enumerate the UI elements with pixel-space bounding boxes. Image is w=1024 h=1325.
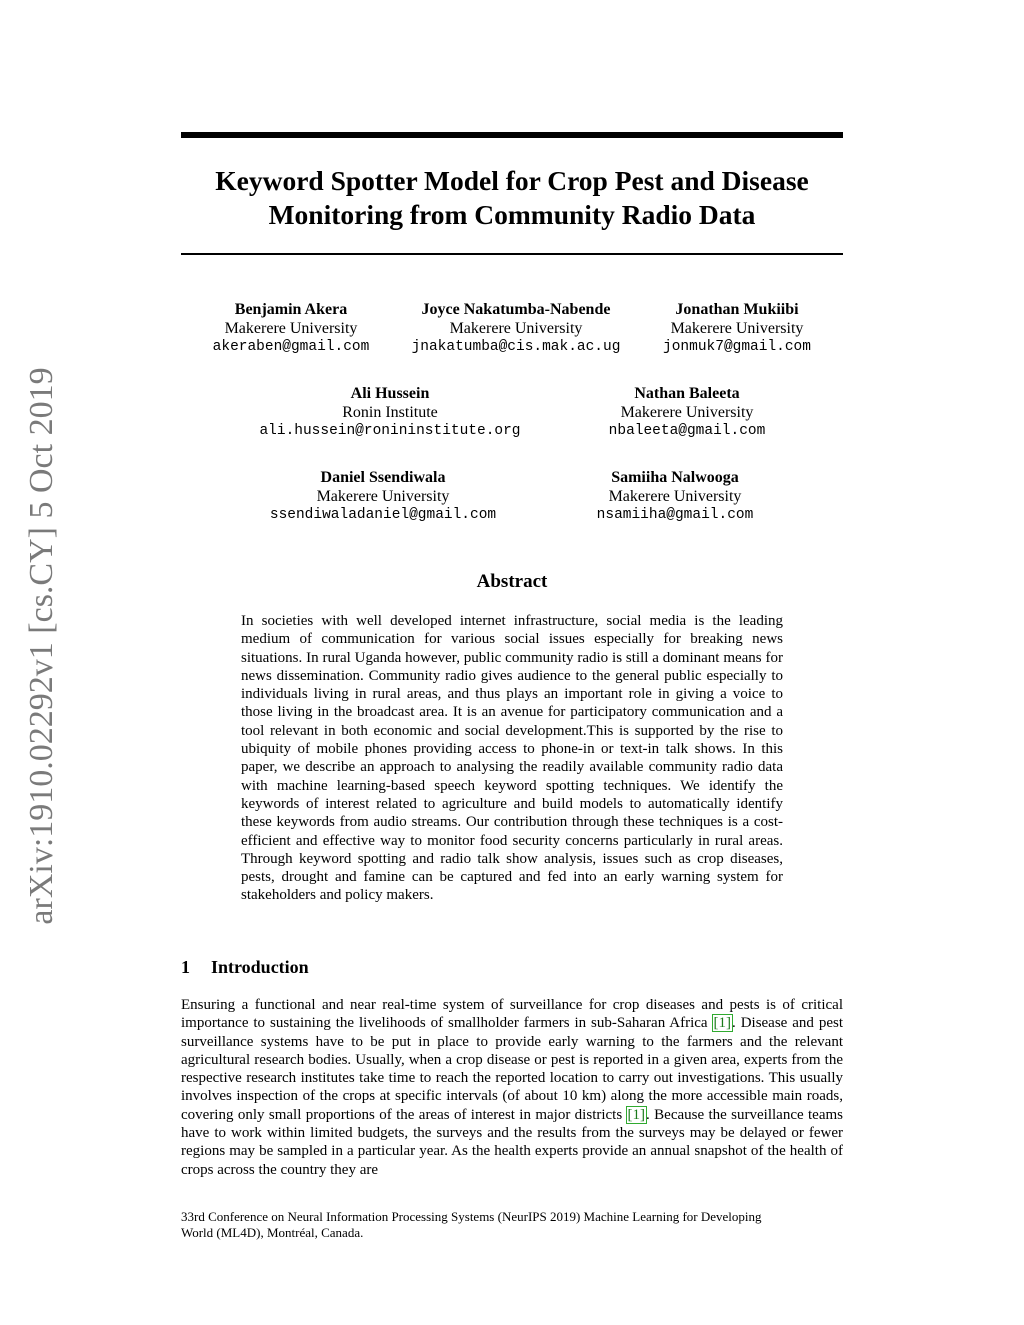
citation-link[interactable]: [1] [713, 1015, 732, 1032]
bottom-rule [181, 253, 843, 255]
abstract-text: In societies with well developed internet infrastructure, social media is the leading medium of communication for various social issues especially for breaking news situations. In rural Uganda however, public community radio is still a dominant means for news dissemination. Community radio gives audience to the general public especially to individuals living in rural areas, and thus plays an important role in giving a voice to those living in the broadcast area. It is an avenue for participatory communication and a tool relevant in both economic and social development.This is supported by the rise to ubiquity of mobile phones providing access to phone-in or text-in talk shows. In this paper, we describe an approach to analysing the readily available community radio data with machine learning-based speech keyword spotting techniques. We identify the keywords of interest related to agriculture and build models to automatically identify these keywords from audio streams. Our contribution through these techniques is a cost-efficient and effective way to monitor food security concerns particularly in rural areas. Through keyword spotting and radio talk show analysis, issues such as crop diseases, pests, drought and famine can be captured and fed into an early warning system for stakeholders and policy makers. [241, 613, 783, 904]
section-title: Introduction [211, 957, 309, 977]
author-affiliation: Makerere University [224, 319, 358, 337]
author-block [637, 301, 837, 357]
author-name: Ali Hussein [350, 385, 430, 402]
author-affiliation: Makerere University [316, 487, 450, 505]
arxiv-stamp: arXiv:1910.02292v1 [cs.CY] 5 Oct 2019 [23, 367, 60, 925]
footnote [181, 1209, 843, 1241]
author-name: Daniel Ssendiwala [320, 469, 446, 486]
paper-title [181, 164, 843, 232]
intro-text-3: . Because the surveillance teams have to work within limited budgets, the surveys and the results from the surveys may be delayed or fewer regions may be sampled in a particular year. As the health experts provide an annual snapshot of the health of crops across the country they are [181, 1106, 843, 1178]
author-affiliation: Makerere University [449, 319, 583, 337]
author-block [240, 385, 540, 441]
author-block [248, 469, 518, 525]
author-affiliation: Makerere University [608, 487, 742, 505]
author-block [575, 469, 775, 525]
author-affiliation: Makerere University [670, 319, 804, 337]
section-heading-introduction [181, 956, 309, 978]
author-name: Nathan Baleeta [634, 385, 740, 402]
author-email[interactable]: nsamiiha@gmail.com [596, 507, 754, 523]
author-email[interactable]: nbaleeta@gmail.com [608, 423, 766, 439]
title-line-2: Monitoring from Community Radio Data [268, 199, 756, 230]
author-email[interactable]: jnakatumba@cis.mak.ac.ug [411, 339, 621, 355]
top-rule [181, 132, 843, 138]
author-name: Jonathan Mukiibi [675, 301, 799, 318]
author-email[interactable]: ssendiwaladaniel@gmail.com [269, 507, 497, 523]
author-email[interactable]: jonmuk7@gmail.com [663, 339, 811, 355]
author-name: Joyce Nakatumba-Nabende [421, 301, 611, 318]
author-block [191, 301, 391, 357]
author-block [587, 385, 787, 441]
author-block [396, 301, 636, 357]
footnote-line-2: World (ML4D), Montréal, Canada. [181, 1225, 364, 1240]
author-affiliation: Ronin Institute [342, 403, 438, 421]
intro-text-2: . Disease and pest surveillance systems have to be put in place to provide early warning to the farmers and the relevant agricultural research bodies. Usually, when a crop disease or pest is reported in a given area, experts from the respective research institutes take time to reach the reported location to carry out investigations. This usually involves inspection of the crops at specific intervals (of about 10 km) along the more accessible main roads, covering only small proportions of the areas of interest in major districts [181, 1015, 843, 1123]
introduction-paragraph [181, 996, 843, 1179]
citation-link[interactable]: [1] [627, 1106, 646, 1123]
author-affiliation: Makerere University [620, 403, 754, 421]
author-email[interactable]: ali.hussein@ronininstitute.org [259, 423, 521, 439]
section-number: 1 [181, 957, 190, 977]
abstract-heading: Abstract [476, 571, 548, 592]
intro-text-1: Ensuring a functional and near real-time system of surveillance for crop diseases and pests is of critical importance to sustaining the livelihoods of smallholder farmers in sub-Saharan Africa [181, 997, 843, 1032]
author-name: Benjamin Akera [234, 301, 348, 318]
title-line-1: Keyword Spotter Model for Crop Pest and Disease [215, 165, 809, 196]
footnote-line-1: 33rd Conference on Neural Information Processing Systems (NeurIPS 2019) Machine Learning for Developing [181, 1209, 762, 1224]
author-email[interactable]: akeraben@gmail.com [212, 339, 370, 355]
author-name: Samiiha Nalwooga [611, 469, 739, 486]
